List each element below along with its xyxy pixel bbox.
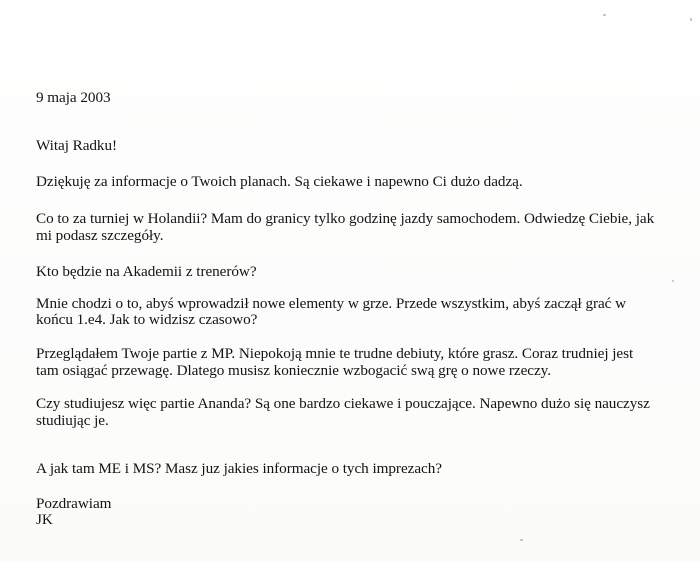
letter-date: 9 maja 2003 (36, 89, 111, 106)
paragraph-3-line-1: Kto będzie na Akademii z trenerów? (36, 263, 257, 280)
paragraph-6-line-1: Czy studiujesz więc partie Ananda? Są one bardzo ciekawe i pouczające. Napewno dużo się nauczysz (36, 395, 650, 412)
paragraph-5-line-1: Przeglądałem Twoje partie z MP. Niepokoją mnie te trudne debiuty, które grasz. Coraz trudniej jest (36, 345, 634, 362)
paragraph-2-line-2: mi podasz szczegóły. (36, 227, 164, 244)
paragraph-5-line-2: tam osiągać przewagę. Dlatego musisz koniecznie wzbogacić swą grę o nowe rzeczy. (36, 362, 551, 379)
letter-greeting: Witaj Radku! (36, 137, 118, 154)
paragraph-4-line-2: końcu 1.e4. Jak to widzisz czasowo? (36, 311, 258, 328)
paragraph-2-line-1: Co to za turniej w Holandii? Mam do granicy tylko godzinę jazdy samochodem. Odwiedzę Ciebie, jak (36, 210, 655, 227)
paragraph-7-line-1: A jak tam ME i MS? Masz juz jakies informacje o tych imprezach? (36, 460, 442, 477)
paragraph-4-line-1: Mnie chodzi o to, abyś wprowadził nowe elementy w grze. Przede wszystkim, abyś zaczął grać w (36, 295, 627, 312)
letter-signature: JK (36, 511, 53, 528)
paragraph-6-line-2: studiując je. (36, 412, 109, 429)
paragraph-1-line-1: Dziękuję za informacje o Twoich planach. Są ciekawe i napewno Ci dużo dadzą. (36, 173, 523, 190)
letter-closing: Pozdrawiam (36, 495, 112, 512)
